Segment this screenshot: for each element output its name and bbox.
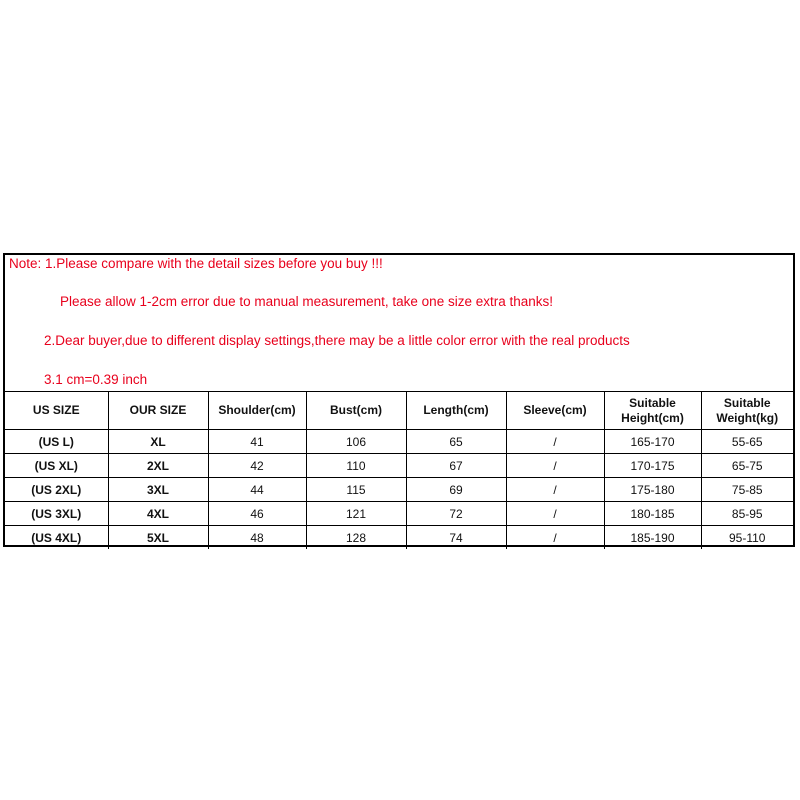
cell-weight: 65-75	[701, 454, 793, 478]
cell-shoulder: 41	[208, 430, 306, 454]
cell-bust: 128	[306, 526, 406, 550]
table-row	[5, 526, 793, 550]
cell-length: 67	[406, 454, 506, 478]
cell-us-size: (US 3XL)	[5, 502, 108, 526]
cell-shoulder: 44	[208, 478, 306, 502]
cell-bust: 121	[306, 502, 406, 526]
cell-weight: 95-110	[701, 526, 793, 550]
cell-us-size: (US 2XL)	[5, 478, 108, 502]
table-header-row	[5, 392, 793, 430]
cell-sleeve: /	[506, 478, 604, 502]
cell-us-size: (US XL)	[5, 454, 108, 478]
cell-sleeve: /	[506, 526, 604, 550]
note-line-2: Please allow 1-2cm error due to manual measurement, take one size extra thanks!	[60, 294, 553, 309]
cell-us-size: (US 4XL)	[5, 526, 108, 550]
header-our-size: OUR SIZE	[108, 392, 208, 430]
cell-weight: 85-95	[701, 502, 793, 526]
cell-our-size: XL	[108, 430, 208, 454]
cell-our-size: 3XL	[108, 478, 208, 502]
size-table	[5, 391, 793, 549]
cell-height: 185-190	[604, 526, 701, 550]
cell-our-size: 4XL	[108, 502, 208, 526]
note-line-1: Note: 1.Please compare with the detail sizes before you buy !!!	[9, 256, 383, 271]
cell-sleeve: /	[506, 502, 604, 526]
header-sleeve: Sleeve(cm)	[506, 392, 604, 430]
cell-us-size: (US L)	[5, 430, 108, 454]
cell-bust: 106	[306, 430, 406, 454]
cell-bust: 115	[306, 478, 406, 502]
cell-height: 175-180	[604, 478, 701, 502]
cell-our-size: 2XL	[108, 454, 208, 478]
cell-weight: 55-65	[701, 430, 793, 454]
table-row	[5, 478, 793, 502]
header-suitable-weight	[701, 392, 793, 430]
header-bust: Bust(cm)	[306, 392, 406, 430]
note-line-4: 3.1 cm=0.39 inch	[44, 372, 148, 387]
header-suitable-height-text: Suitable Height(cm)	[621, 395, 684, 425]
cell-shoulder: 46	[208, 502, 306, 526]
notes-section	[5, 255, 793, 391]
cell-sleeve: /	[506, 430, 604, 454]
cell-weight: 75-85	[701, 478, 793, 502]
cell-height: 165-170	[604, 430, 701, 454]
cell-length: 74	[406, 526, 506, 550]
table-row	[5, 430, 793, 454]
cell-shoulder: 42	[208, 454, 306, 478]
table-row	[5, 454, 793, 478]
cell-our-size: 5XL	[108, 526, 208, 550]
cell-length: 69	[406, 478, 506, 502]
header-length: Length(cm)	[406, 392, 506, 430]
header-us-size: US SIZE	[5, 392, 108, 430]
header-suitable-height	[604, 392, 701, 430]
cell-height: 170-175	[604, 454, 701, 478]
cell-length: 65	[406, 430, 506, 454]
table-row	[5, 502, 793, 526]
header-shoulder: Shoulder(cm)	[208, 392, 306, 430]
cell-shoulder: 48	[208, 526, 306, 550]
cell-length: 72	[406, 502, 506, 526]
note-line-3: 2.Dear buyer,due to different display settings,there may be a little color error with the real products	[44, 333, 630, 348]
header-suitable-weight-text: Suitable Weight(kg)	[716, 395, 779, 425]
cell-sleeve: /	[506, 454, 604, 478]
cell-bust: 110	[306, 454, 406, 478]
cell-height: 180-185	[604, 502, 701, 526]
size-chart-frame	[3, 253, 795, 547]
